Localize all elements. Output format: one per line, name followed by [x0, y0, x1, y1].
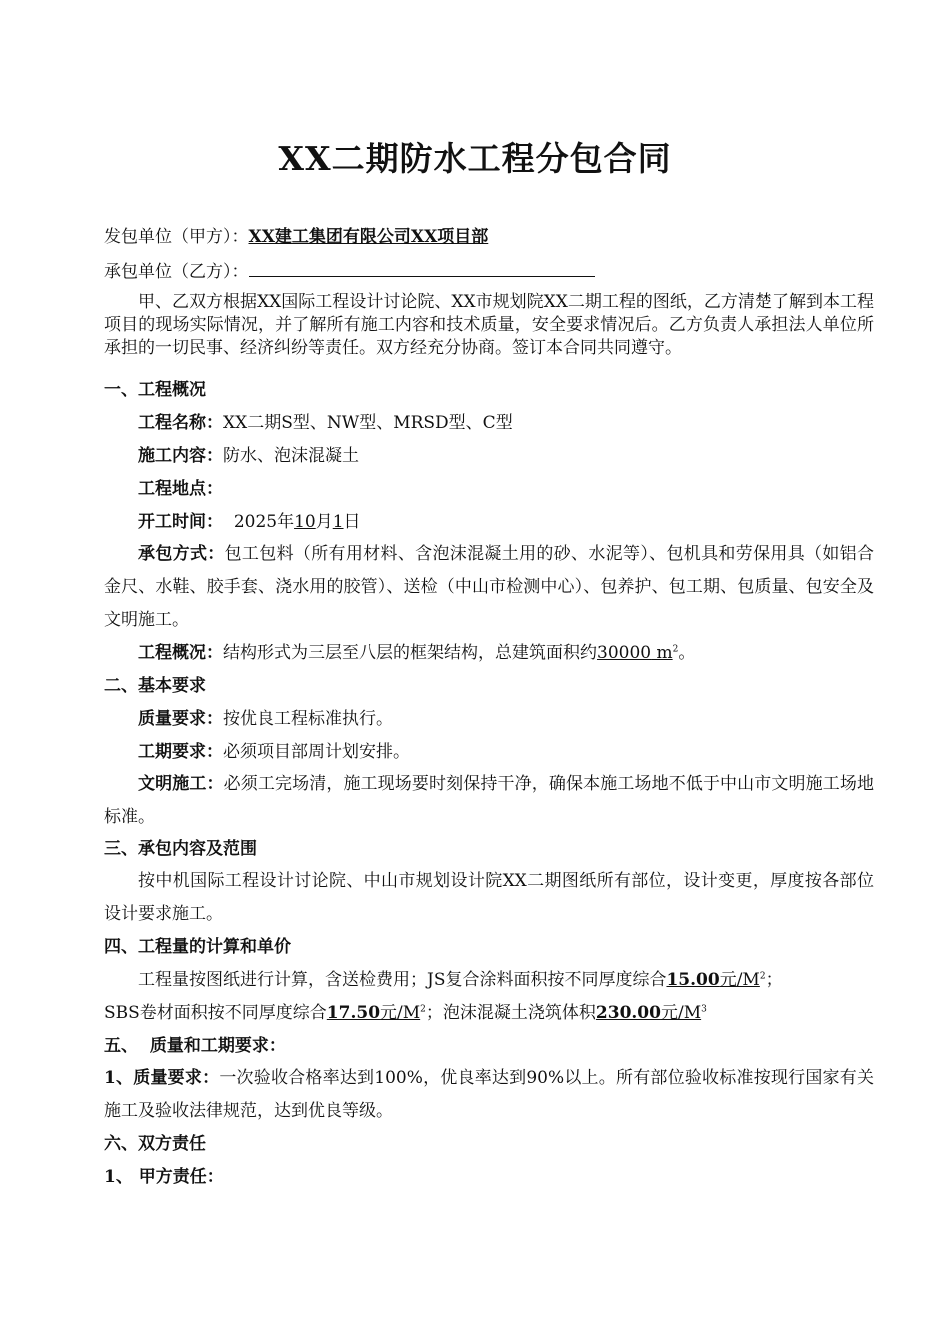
start-date-label: 开工时间：: [138, 512, 223, 532]
schedule-label: 工期要求：: [138, 742, 223, 762]
contract-mode-paragraph: [104, 538, 874, 637]
js-unit: 元/M: [719, 970, 760, 990]
total-area: [597, 643, 673, 663]
party-b-label: 承包单位（乙方）：: [104, 262, 249, 282]
work-content-label: 施工内容：: [138, 446, 223, 466]
section-4-heading: 四、工程量的计算和单价: [104, 937, 291, 957]
intro-paragraph: 甲、乙双方根据XX国际工程设计讨论院、XX市规划院XX二期工程的图纸，乙方清楚了解到本工程项目的现场实际情况，并了解所有施工内容和技术质量，安全要求情况后。乙方负责人承担法人单位所承担的一切民事、经济纠纷等责任。双方经充分协商。签订本合同共同遵守。: [104, 292, 874, 358]
foam-price: 230.00: [595, 1003, 661, 1023]
project-name-value: XX二期S型、NW型、MRSD型、C型: [223, 413, 513, 433]
section-6-heading: 六、双方责任: [104, 1134, 206, 1154]
party-b-blank: [249, 258, 595, 277]
pricing-text-3: ；泡沫混凝土浇筑体积: [425, 1003, 596, 1023]
quality-label: 质量要求：: [138, 709, 223, 729]
contract-mode-label: 承包方式：: [138, 544, 225, 564]
quality-requirement-paragraph: [104, 1062, 874, 1128]
document-title: XX二期防水工程分包合同: [278, 139, 672, 178]
party-a-label: 发包单位（甲方）：: [104, 227, 249, 247]
work-content-line: [138, 444, 359, 468]
pricing-text-1: 工程量按图纸进行计算，含送检费用；JS复合涂料面积按不同厚度综合: [138, 970, 667, 990]
project-site-label: 工程地点：: [138, 479, 223, 499]
section-2-heading: 二、基本要求: [104, 676, 206, 696]
project-site-line: [138, 477, 223, 501]
party-a-value: XX建工集团有限公司XX项目部: [248, 227, 489, 247]
overview-label: 工程概况：: [138, 643, 223, 663]
schedule-value: 必须项目部周计划安排。: [223, 742, 410, 762]
work-content-value: 防水、泡沫混凝土: [223, 446, 359, 466]
foam-unit: 元/M: [660, 1003, 702, 1023]
area-unit: m: [656, 643, 673, 663]
start-year: 2025年: [233, 512, 295, 532]
section-1-heading: 一、工程概况: [104, 380, 206, 400]
foam-unit-sup: 3: [701, 1004, 707, 1015]
quality-line: [138, 707, 393, 731]
start-day: 1: [332, 512, 344, 532]
area-value: 30000: [597, 643, 652, 663]
month-unit: 月: [315, 512, 333, 532]
contract-mode-value: 包工包料（所有用材料、含泡沫混凝土用的砂、水泥等）、包机具和劳保用具（如铝合金尺、水鞋、胶手套、浇水用的胶管）、送检（中山市检测中心）、包养护、包工期、包质量、包安全及文明施工。: [104, 544, 875, 630]
js-unit-sup: 2: [759, 971, 766, 982]
quality-value: 按优良工程标准执行。: [223, 709, 393, 729]
scope-paragraph: 按中机国际工程设计讨论院、中山市规划设计院XX二期图纸所有部位，设计变更，厚度按各部位设计要求施工。: [104, 871, 874, 924]
day-unit: 日: [343, 512, 361, 532]
sbs-unit-sup: 2: [420, 1004, 426, 1015]
overview-text: 结构形式为三层至八层的框架结构，总建筑面积约: [223, 643, 597, 663]
pricing-line-2: [104, 1001, 707, 1025]
project-name-line: [138, 411, 513, 435]
sbs-price: 17.50: [326, 1003, 381, 1023]
pricing-line-1: [138, 968, 783, 992]
civil-construction-value: 必须工完场清，施工现场要时刻保持干净，确保本施工场地不低于中山市文明施工场地标准。: [104, 774, 875, 827]
sbs-unit: 元/M: [380, 1003, 421, 1023]
overview-period: 。: [678, 643, 696, 663]
schedule-line: [138, 740, 410, 764]
party-a-line: [104, 225, 488, 249]
area-sup: 2: [672, 644, 679, 655]
civil-construction-paragraph: [104, 768, 874, 834]
party-a-duties-heading: 1、 甲方责任：: [104, 1167, 224, 1187]
start-month: 10: [294, 512, 316, 532]
pricing-sep: ；: [765, 970, 783, 990]
quality-requirement-value: 一次验收合格率达到100%，优良率达到90%以上。所有部位验收标准按现行国家有关施工及验收法律规范，达到优良等级。: [104, 1068, 874, 1121]
js-price: 15.00: [666, 970, 720, 990]
civil-construction-label: 文明施工：: [138, 774, 224, 794]
start-date-line: [138, 510, 361, 534]
project-name-label: 工程名称：: [138, 413, 223, 433]
overview-line: [138, 641, 695, 665]
quality-requirement-label: 1、质量要求：: [104, 1068, 220, 1088]
pricing-text-2: SBS卷材面积按不同厚度综合: [104, 1003, 327, 1023]
section-3-heading: 三、承包内容及范围: [104, 839, 257, 859]
party-b-line: [104, 258, 595, 284]
section-5-heading: 五、 质量和工期要求：: [104, 1036, 286, 1056]
